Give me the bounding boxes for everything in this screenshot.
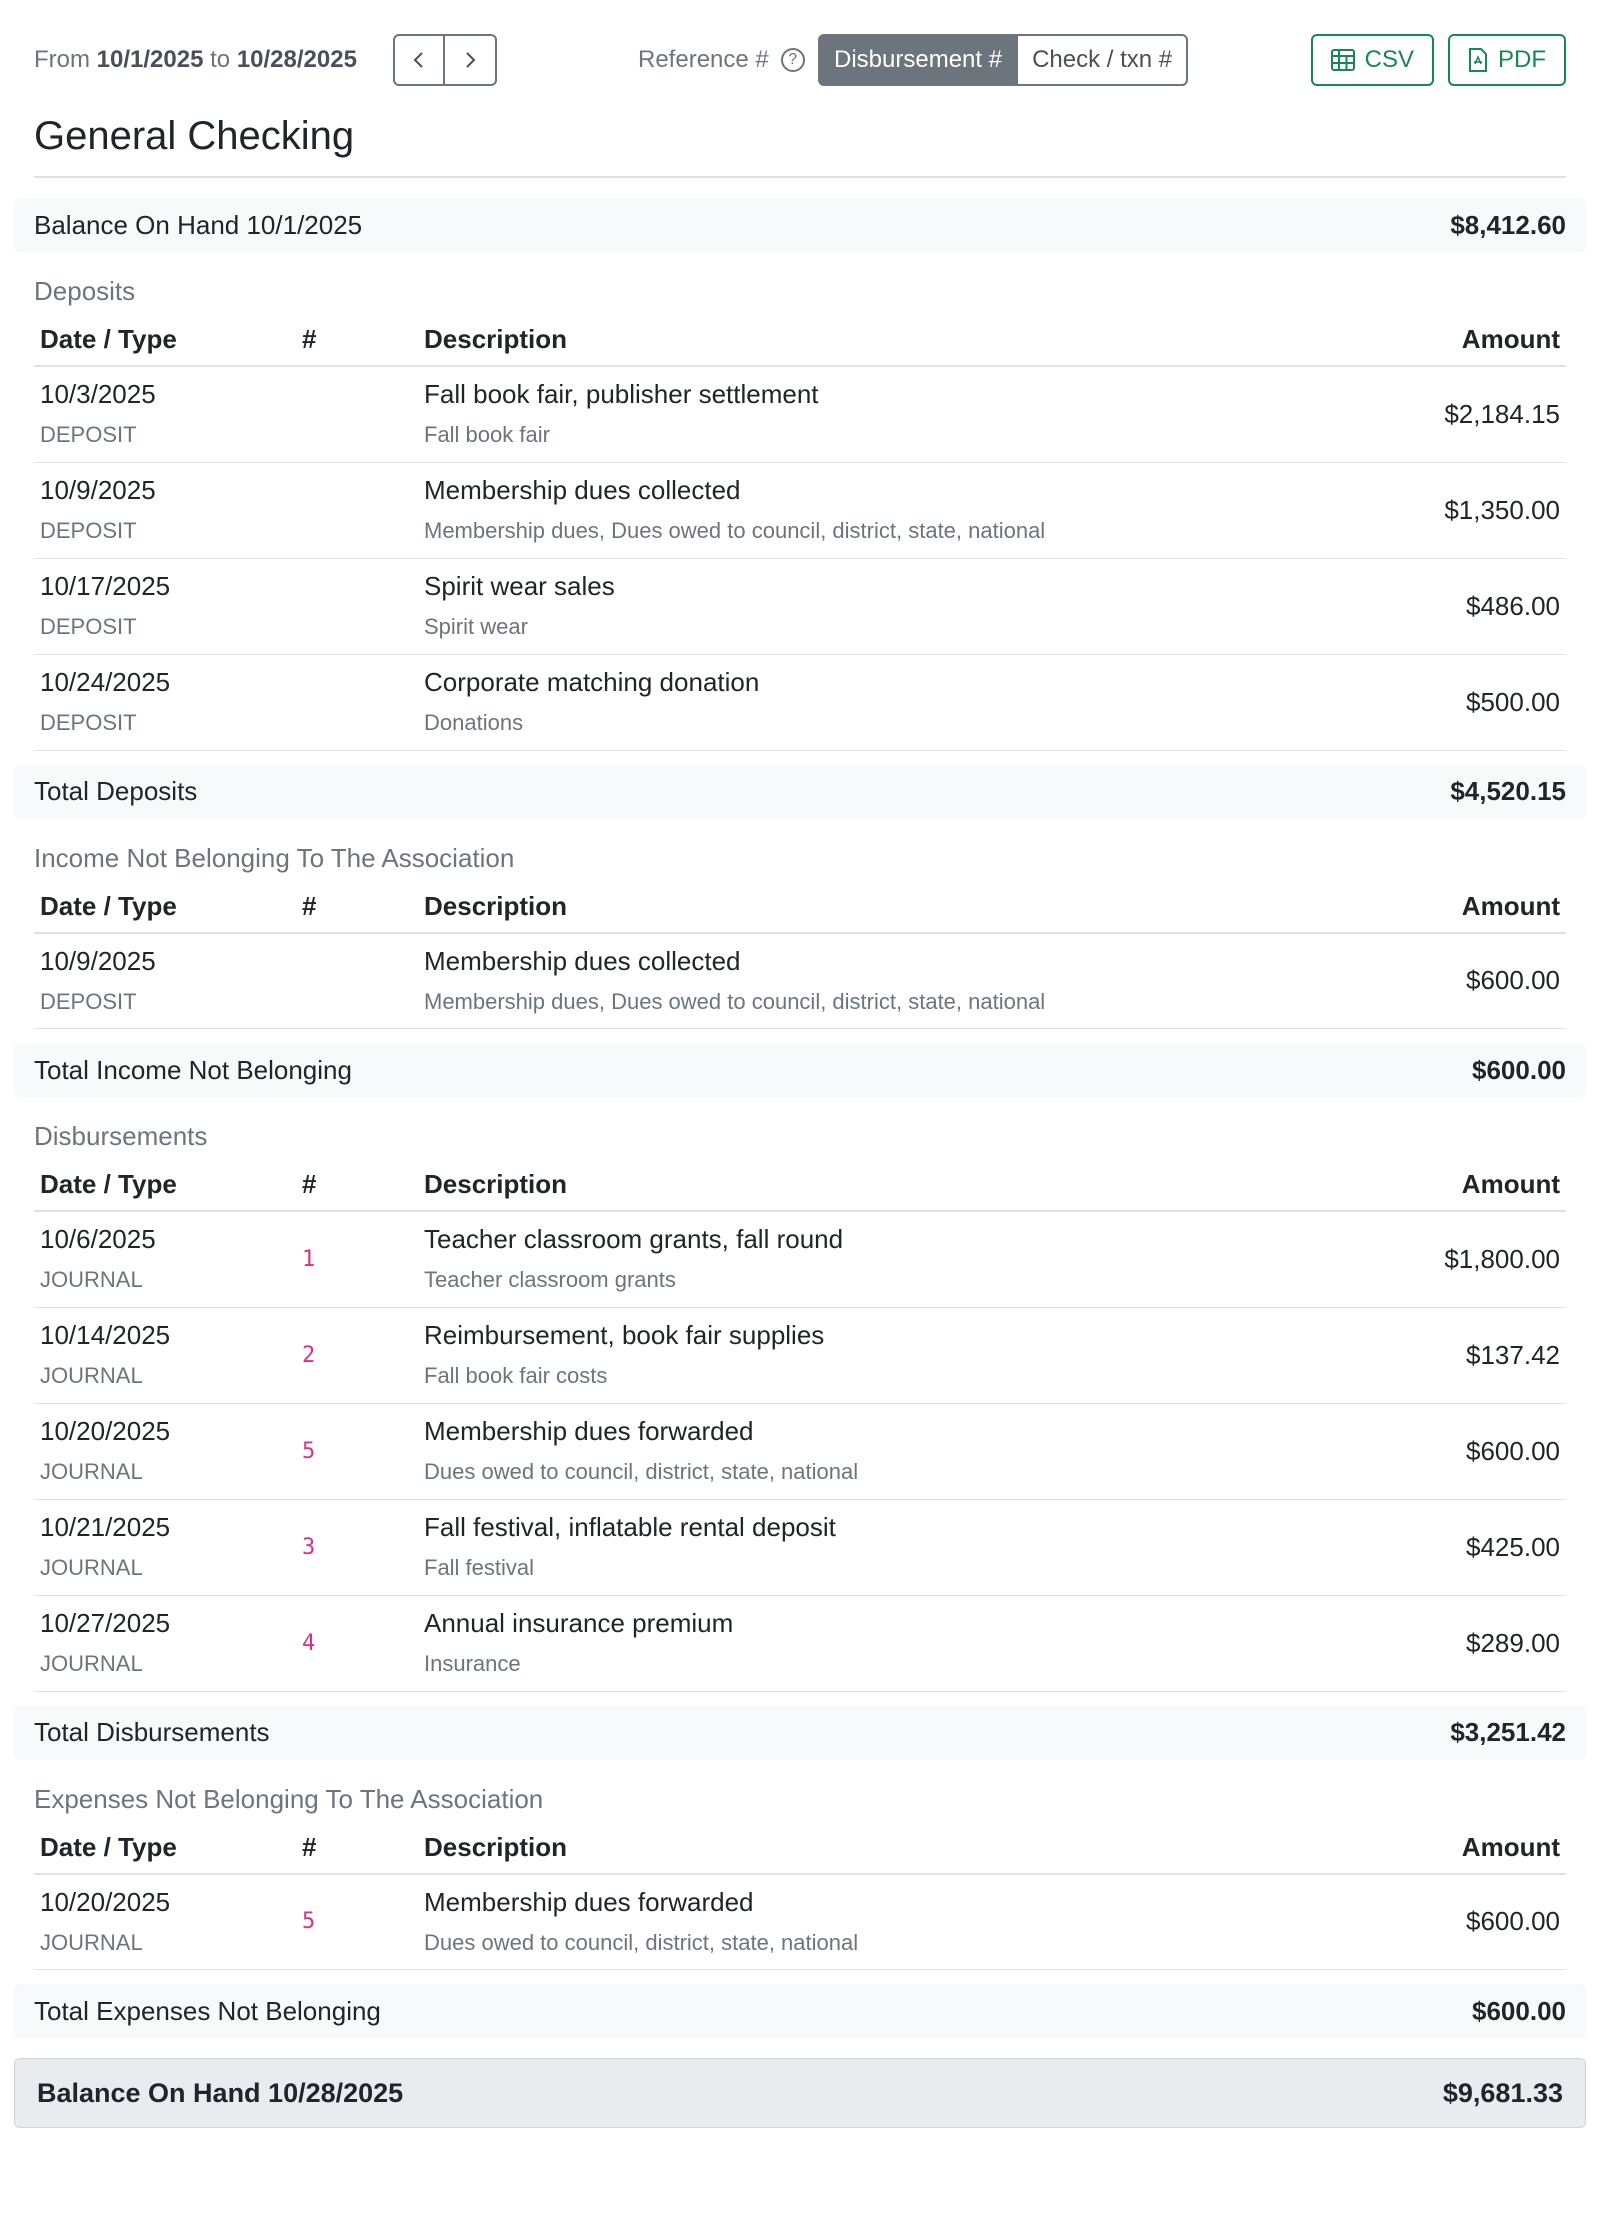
row-type: JOURNAL [40, 1651, 143, 1676]
row-category: Membership dues, Dues owed to council, district, state, national [424, 988, 1046, 1014]
row-type: JOURNAL [40, 1929, 143, 1955]
expenses-not-belonging-section-title: Expenses Not Belonging To The Association [34, 1783, 544, 1814]
export-buttons [1311, 34, 1566, 86]
disbursements-table [34, 1159, 1566, 1692]
table-header-row [34, 314, 1566, 366]
disbursements-section-title: Disbursements [34, 1121, 208, 1151]
disbursement-number-toggle[interactable]: Disbursement # [818, 34, 1018, 86]
expenses-not-belonging-table [34, 1822, 1566, 1971]
row-amount: $500.00 [1306, 654, 1566, 750]
reference-text: Reference # [638, 46, 769, 73]
total-income-not-belonging-bar [14, 1043, 1586, 1097]
row-type: JOURNAL [40, 1459, 143, 1484]
column-header-amount: Amount [1306, 1159, 1566, 1211]
date-type-cell [34, 1874, 296, 1970]
row-description: Fall book fair, publisher settlement [424, 379, 819, 410]
table-row [34, 1403, 1566, 1499]
pdf-file-icon [1468, 48, 1488, 72]
description-cell [418, 1307, 1306, 1403]
total-disbursements-bar [14, 1706, 1586, 1760]
date-type-cell [34, 1499, 296, 1595]
row-type: JOURNAL [40, 1363, 143, 1388]
table-header-row [34, 881, 1566, 933]
table-row [34, 1307, 1566, 1403]
table-row [34, 558, 1566, 654]
row-type: DEPOSIT [40, 988, 137, 1014]
column-header-number: # [296, 1159, 418, 1211]
row-date: 10/20/2025 [40, 1886, 171, 1917]
date-type-cell [34, 933, 296, 1029]
row-amount: $600.00 [1306, 1403, 1566, 1499]
number-cell [296, 558, 418, 654]
column-header-description: Description [418, 1822, 1306, 1874]
description-cell [418, 933, 1306, 1029]
column-header-amount: Amount [1306, 881, 1566, 933]
table-header-row [34, 1159, 1566, 1211]
row-category: Teacher classroom grants [424, 1267, 676, 1293]
row-type: JOURNAL [40, 1267, 143, 1293]
description-cell [418, 1595, 1306, 1691]
closing-balance-label: Balance On Hand 10/28/2025 [37, 2077, 404, 2108]
spreadsheet-icon [1331, 49, 1355, 71]
table-row [34, 1874, 1566, 1970]
column-header-amount: Amount [1306, 1822, 1566, 1874]
previous-period-button[interactable] [393, 34, 445, 86]
page-title: General Checking [34, 114, 355, 158]
total-expenses-not-belonging-bar [14, 1984, 1586, 2038]
row-type: DEPOSIT [40, 614, 137, 639]
opening-balance-bar [14, 198, 1586, 252]
reference-label [638, 44, 805, 76]
row-description: Membership dues forwarded [424, 1886, 754, 1917]
table-row [34, 933, 1566, 1029]
toolbar [34, 0, 1566, 120]
csv-export-button[interactable] [1311, 34, 1434, 86]
column-header-description: Description [418, 1159, 1306, 1211]
table-row [34, 1211, 1566, 1307]
row-category: Spirit wear [424, 614, 528, 639]
closing-balance-amount: $9,681.33 [1442, 2077, 1563, 2108]
total-income-not-belonging-label: Total Income Not Belonging [34, 1054, 352, 1085]
row-description: Corporate matching donation [424, 667, 760, 697]
description-cell [418, 1874, 1306, 1970]
opening-balance-label: Balance On Hand 10/1/2025 [34, 209, 363, 240]
deposits-section-title: Deposits [34, 276, 136, 306]
reference-toggle [818, 34, 1188, 86]
to-date: 10/28/2025 [236, 46, 357, 73]
row-description: Annual insurance premium [424, 1608, 734, 1638]
row-date: 10/21/2025 [40, 1512, 171, 1542]
number-cell [296, 1307, 418, 1403]
row-description: Membership dues collected [424, 475, 741, 505]
row-category: Fall book fair costs [424, 1363, 608, 1388]
table-header-row [34, 1822, 1566, 1874]
deposits-table [34, 314, 1566, 751]
row-description: Spirit wear sales [424, 571, 615, 601]
from-date: 10/1/2025 [96, 46, 204, 73]
total-deposits-label: Total Deposits [34, 776, 198, 806]
table-row [34, 462, 1566, 558]
date-type-cell [34, 1307, 296, 1403]
column-header-date-type: Date / Type [34, 1159, 296, 1211]
disbursement-number-link[interactable]: 4 [302, 1630, 316, 1656]
row-description: Fall festival, inflatable rental deposit [424, 1512, 836, 1542]
closing-balance-bar [14, 2058, 1586, 2128]
column-header-date-type: Date / Type [34, 1822, 296, 1874]
from-label: From [34, 46, 90, 73]
income-not-belonging-section-title: Income Not Belonging To The Association [34, 842, 515, 873]
number-cell [296, 1403, 418, 1499]
total-expenses-not-belonging-amount: $600.00 [1472, 1995, 1566, 2026]
date-range [34, 44, 357, 76]
table-row [34, 654, 1566, 750]
number-cell [296, 1595, 418, 1691]
chevron-left-icon [410, 51, 428, 69]
question-circle-icon[interactable]: ? [781, 48, 805, 72]
row-description: Membership dues collected [424, 945, 741, 976]
number-cell [296, 933, 418, 1029]
check-txn-number-toggle[interactable]: Check / txn # [1018, 34, 1188, 86]
disbursement-number-link[interactable]: 5 [302, 1909, 316, 1935]
description-cell [418, 462, 1306, 558]
total-deposits-amount: $4,520.15 [1450, 776, 1566, 806]
row-category: Donations [424, 710, 524, 735]
row-category: Fall book fair [424, 422, 550, 448]
number-cell [296, 654, 418, 750]
income-not-belonging-table [34, 881, 1566, 1030]
date-type-cell [34, 366, 296, 462]
table-row [34, 1595, 1566, 1691]
row-amount: $600.00 [1306, 933, 1566, 1029]
row-amount: $486.00 [1306, 558, 1566, 654]
pdf-export-button[interactable] [1448, 34, 1566, 86]
number-cell [296, 366, 418, 462]
column-header-amount: Amount [1306, 314, 1566, 366]
row-date: 10/6/2025 [40, 1224, 156, 1255]
total-expenses-not-belonging-label: Total Expenses Not Belonging [34, 1995, 381, 2026]
date-type-cell [34, 462, 296, 558]
row-type: DEPOSIT [40, 518, 137, 543]
to-label: to [210, 46, 231, 73]
description-cell [418, 366, 1306, 462]
row-amount: $1,350.00 [1306, 462, 1566, 558]
column-header-description: Description [418, 881, 1306, 933]
row-category: Dues owed to council, district, state, national [424, 1459, 859, 1484]
row-category: Membership dues, Dues owed to council, district, state, national [424, 518, 1046, 543]
description-cell [418, 1499, 1306, 1595]
date-type-cell [34, 1211, 296, 1307]
row-date: 10/9/2025 [40, 945, 156, 976]
row-description: Teacher classroom grants, fall round [424, 1224, 844, 1255]
total-income-not-belonging-amount: $600.00 [1472, 1054, 1566, 1085]
row-category: Dues owed to council, district, state, national [424, 1929, 859, 1955]
next-period-button[interactable] [445, 34, 497, 86]
total-disbursements-label: Total Disbursements [34, 1717, 270, 1747]
period-nav [393, 34, 497, 86]
total-disbursements-amount: $3,251.42 [1450, 1717, 1566, 1747]
row-amount: $600.00 [1306, 1874, 1566, 1970]
column-header-description: Description [418, 314, 1306, 366]
description-cell [418, 654, 1306, 750]
row-description: Membership dues forwarded [424, 1416, 754, 1446]
row-date: 10/9/2025 [40, 475, 156, 505]
number-cell [296, 1874, 418, 1970]
number-cell [296, 1211, 418, 1307]
row-amount: $2,184.15 [1306, 366, 1566, 462]
chevron-right-icon [461, 51, 479, 69]
row-date: 10/17/2025 [40, 571, 171, 601]
opening-balance-amount: $8,412.60 [1450, 209, 1566, 240]
pdf-label: PDF [1498, 46, 1546, 73]
row-category: Insurance [424, 1651, 521, 1676]
column-header-number: # [296, 1822, 418, 1874]
row-category: Fall festival [424, 1555, 535, 1580]
column-header-date-type: Date / Type [34, 314, 296, 366]
csv-label: CSV [1364, 46, 1414, 73]
number-cell [296, 1499, 418, 1595]
total-deposits-bar [14, 765, 1586, 819]
row-date: 10/20/2025 [40, 1416, 171, 1446]
row-amount: $137.42 [1306, 1307, 1566, 1403]
description-cell [418, 1403, 1306, 1499]
column-header-date-type: Date / Type [34, 881, 296, 933]
row-amount: $289.00 [1306, 1595, 1566, 1691]
table-row [34, 366, 1566, 462]
description-cell [418, 558, 1306, 654]
row-date: 10/27/2025 [40, 1608, 171, 1638]
table-row [34, 1499, 1566, 1595]
disbursement-number-link[interactable]: 1 [302, 1246, 316, 1272]
row-type: JOURNAL [40, 1555, 143, 1580]
row-type: DEPOSIT [40, 710, 137, 735]
row-type: DEPOSIT [40, 422, 137, 448]
date-type-cell [34, 1403, 296, 1499]
row-date: 10/3/2025 [40, 379, 156, 410]
date-type-cell [34, 558, 296, 654]
date-type-cell [34, 654, 296, 750]
number-cell [296, 462, 418, 558]
row-date: 10/14/2025 [40, 1320, 171, 1350]
date-type-cell [34, 1595, 296, 1691]
disbursement-number-link[interactable]: 2 [302, 1342, 316, 1368]
description-cell [418, 1211, 1306, 1307]
row-amount: $1,800.00 [1306, 1211, 1566, 1307]
row-date: 10/24/2025 [40, 667, 171, 697]
disbursement-number-link[interactable]: 3 [302, 1534, 316, 1560]
row-amount: $425.00 [1306, 1499, 1566, 1595]
column-header-number: # [296, 314, 418, 366]
disbursement-number-link[interactable]: 5 [302, 1438, 316, 1464]
column-header-number: # [296, 881, 418, 933]
row-description: Reimbursement, book fair supplies [424, 1320, 825, 1350]
